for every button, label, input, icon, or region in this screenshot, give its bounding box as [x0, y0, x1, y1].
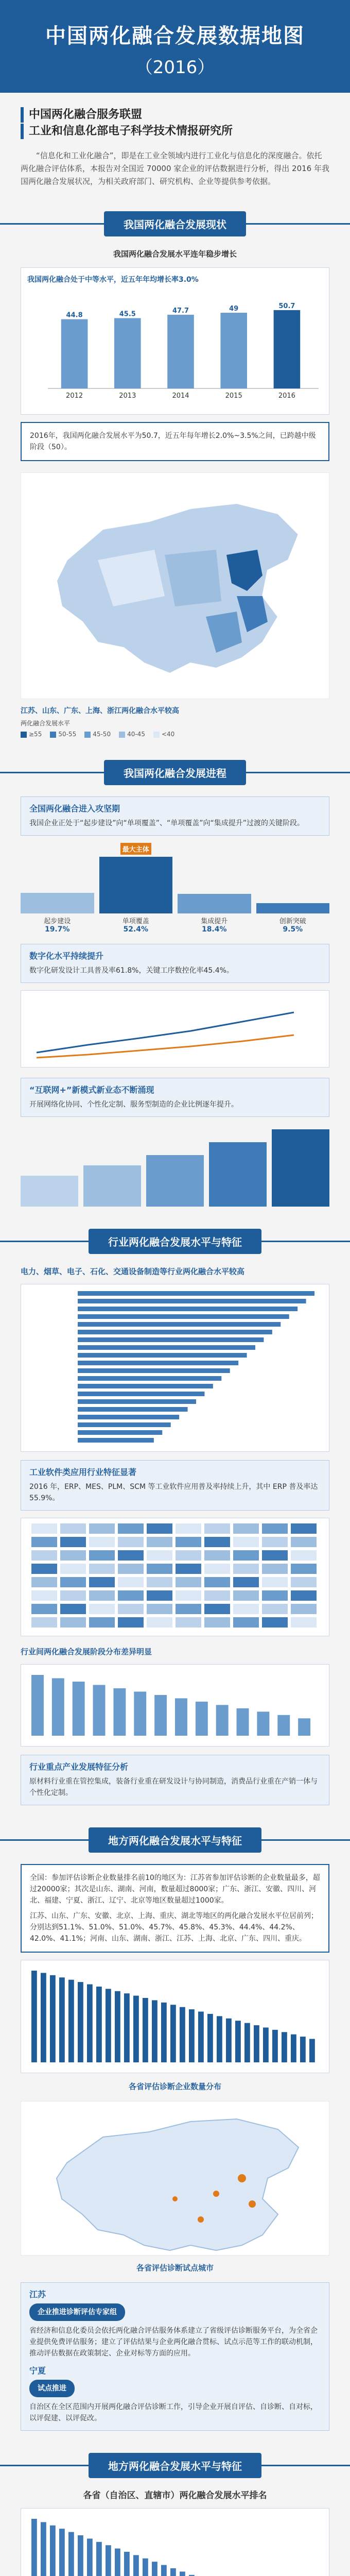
s3-p2-text: 2016 年，ERP、MES、PLM、SCM 等工业软件应用普及率持续上升，其中 ERP 普及率达 55.9%。 [29, 1483, 318, 1502]
grid-cell [60, 1564, 86, 1574]
grid-cell [233, 1577, 259, 1587]
decor-bar [298, 1718, 310, 1736]
legend-item: ≥55 [21, 731, 42, 738]
decor-bar [93, 1685, 106, 1736]
x-tick-label: 2015 [225, 392, 242, 400]
s3-stage-chart [21, 1664, 329, 1747]
page-header [0, 0, 350, 93]
s2-growth-bars [21, 1124, 329, 1207]
grid-cell [118, 1590, 144, 1601]
s4-province-chart [21, 1960, 329, 2073]
s5-rank-title: 各省（自治区、直辖市）两化融合发展水平排名 [83, 2490, 267, 2501]
s2-p2-title: 数字化水平持续提升 [29, 951, 104, 961]
grid-cell [89, 1550, 115, 1561]
s1-chart-card [21, 267, 329, 415]
stage-column: 最大主体 单项覆盖 52.4% [99, 843, 173, 934]
decor-bar [50, 1975, 56, 2062]
grid-cell [204, 1564, 230, 1574]
china-map-2 [21, 2101, 329, 2256]
grid-cell [233, 1564, 259, 1574]
s2-trend-svg [21, 991, 329, 1067]
s3-p4-text: 原材料行业重在管控集成，装备行业重在研发设计与协同制造，消费品行业重在产销一体与个性化定制。 [29, 1777, 318, 1797]
grid-cell [176, 1537, 201, 1547]
decor-bar [143, 1998, 148, 2062]
decor-bar [152, 2562, 157, 2576]
grid-cell [176, 1523, 201, 1534]
s3-stacked-bars [21, 1665, 329, 1746]
decor-bar [254, 2025, 259, 2062]
section-4-bar [0, 1826, 350, 1854]
grid-cell [89, 1564, 115, 1574]
grid-cell [291, 1564, 317, 1574]
grid-cell [60, 1577, 86, 1587]
decor-bar [189, 2009, 195, 2062]
decor-bar [244, 2023, 250, 2062]
decor-bar [78, 1307, 297, 1311]
page-year: （2016） [135, 57, 215, 78]
s4-province-bars [21, 1960, 329, 2073]
s4-intro-2: 江苏、山东、广东、安徽、北京、上海、重庆、湖北等地区的两化融合发展水平位居前列；分别达到51.1%、51.0%、51.0%、45.7%、45.8%、45.3%、44.4%、44.2%、42.0%、41.1%；河南、山东、湖南、浙江、江苏、上海、北京、广东、四川、重庆。 [30, 1912, 318, 1943]
decor-bar [198, 2012, 204, 2062]
grid-cell [60, 1550, 86, 1561]
grid-cell [31, 1577, 57, 1587]
s2-p2-text: 数字化研发设计工具普及率61.8%，关键工序数控化率45.4%。 [29, 967, 234, 975]
grid-cell [31, 1537, 57, 1547]
stage-column: 起步建设 19.7% [21, 893, 94, 934]
grid-cell [60, 1523, 86, 1534]
decor-bar [52, 1678, 64, 1736]
s4-bar-caption: 各省评估诊断企业数量分布 [128, 2082, 221, 2091]
s4-case-sub: 企业推进诊断评估专家组 [29, 2303, 125, 2321]
grid-cell [31, 1604, 57, 1614]
decor-bar [124, 1993, 130, 2062]
decor-bar [78, 1430, 162, 1435]
section-4-title: 地方两化融合发展水平与特征 [89, 1827, 261, 1853]
decor-bar [180, 2007, 185, 2062]
decor-bar [263, 2027, 269, 2062]
grid-cell [118, 1550, 144, 1561]
grid-cell [204, 1577, 230, 1587]
grid-cell [31, 1550, 57, 1561]
grid-cell [89, 1537, 115, 1547]
grid-cell [118, 1564, 144, 1574]
decor-bar [115, 1991, 120, 2062]
decor-bar [133, 1996, 139, 2062]
decor-bar [175, 1698, 187, 1736]
org-line-2: 工业和信息化部电子科学技术情报研究所 [21, 124, 329, 139]
decor-bar [78, 1361, 238, 1365]
grid-cell [60, 1604, 86, 1614]
decor-bar [113, 1688, 126, 1736]
s4-intro: 全国：参加评估诊断企业数量排名前10的地区为：江苏省参加评估诊断的企业数量最多，超过20000家；其次是山东、湖南、河南，数量超过8000家；广东、浙江、安徽、四川、河北、福建、宁夏、浙江、辽宁、北京等地区数量超过1000家。 [30, 1874, 320, 1905]
grid-cell [291, 1523, 317, 1534]
grid-cell [233, 1617, 259, 1628]
grid-cell [233, 1523, 259, 1534]
decor-bar [134, 1691, 146, 1736]
grid-cell [89, 1617, 115, 1628]
decor-bar [272, 2030, 278, 2062]
decor-bar [31, 1675, 44, 1736]
decor-bar [78, 1291, 314, 1296]
decor-bar [78, 1392, 204, 1396]
s1-map-legend [21, 731, 309, 738]
decor-bar [73, 1682, 85, 1736]
decor-bar [78, 1384, 213, 1388]
biggest-label: 最大主体 [120, 843, 151, 855]
s2-stage-bars [21, 843, 329, 934]
page-title: 中国两化融合发展数据地图 [45, 24, 305, 48]
decor-bar [196, 1702, 208, 1736]
decor-bar [31, 2519, 37, 2576]
grid-cell [89, 1590, 115, 1601]
grid-cell [176, 1577, 201, 1587]
grid-cell [204, 1617, 230, 1628]
decor-bar [78, 1314, 289, 1319]
s5-rank-chart [21, 2508, 329, 2576]
grid-cell [204, 1523, 230, 1534]
decor-bar [78, 1353, 247, 1358]
grid-cell [176, 1564, 201, 1574]
section-2-title: 我国两化融合发展进程 [104, 760, 246, 785]
s3-panel-2 [21, 1460, 329, 1511]
grid-cell [118, 1577, 144, 1587]
grid-cell [60, 1537, 86, 1547]
decor-bar [115, 2549, 120, 2576]
bar-value-label: 47.7 [172, 307, 189, 315]
grid-cell [118, 1537, 144, 1547]
s3-p4-title: 行业重点产业发展特征分析 [29, 1762, 129, 1772]
grid-cell [176, 1550, 201, 1561]
s3-panel-4 [21, 1755, 329, 1805]
decor-bar [170, 2568, 176, 2576]
decor-bar [237, 1708, 249, 1736]
s1-bar-chart [27, 287, 324, 406]
grid-cell [262, 1523, 288, 1534]
grid-cell [233, 1604, 259, 1614]
s2-p3-text: 开展网络化协同、个性化定制、服务型制造的企业比例逐年提升。 [29, 1100, 238, 1109]
s1-map-legend-title: 两化融合发展水平 [21, 720, 71, 727]
grid-cell [262, 1537, 288, 1547]
grid-cell [262, 1564, 288, 1574]
bar-value-label: 45.5 [119, 310, 136, 318]
legend-item: 50-55 [50, 731, 76, 738]
grid-cell [147, 1590, 172, 1601]
s2-p3-title: “互联网+”新模式新业态不断涌现 [29, 1085, 154, 1095]
grid-cell [31, 1590, 57, 1601]
grid-cell [262, 1577, 288, 1587]
bar [61, 319, 88, 388]
grid-cell [233, 1590, 259, 1601]
grid-cell [31, 1564, 57, 1574]
decor-bar [78, 1422, 171, 1427]
decor-bar [78, 1415, 179, 1419]
stage-column: 集成提升 18.4% [178, 894, 251, 934]
s2-panel-3 [21, 1078, 329, 1117]
s1-map-card [21, 472, 329, 738]
organization-block [0, 93, 350, 139]
decor-bar [78, 1345, 255, 1350]
grid-cell [262, 1550, 288, 1561]
decor-bar [161, 2003, 167, 2062]
s3-industry-chart [21, 1284, 329, 1452]
decor-bar [87, 2538, 93, 2576]
s1-headline: 我国两化融合发展水平连年稳步增长 [113, 249, 237, 259]
decor-bar [41, 1973, 46, 2062]
grid-cell [147, 1564, 172, 1574]
decor-bar [277, 1715, 290, 1736]
section-5-bar [0, 2451, 350, 2479]
s1-chart-note: 我国两化融合处于中等水平，近五年年均增长率3.0% [27, 276, 199, 284]
s4-intro-box [21, 1864, 329, 1953]
decor-bar [78, 1399, 196, 1404]
section-1-title: 我国两化融合发展现状 [104, 211, 246, 236]
s2-panel-1 [21, 796, 329, 836]
decor-bar [170, 2005, 176, 2062]
decor-bar [78, 2535, 83, 2576]
s4-case2-title: 宁夏 [29, 2366, 46, 2376]
decor-bar [226, 2019, 232, 2062]
grid-cell [291, 1550, 317, 1561]
x-tick-label: 2012 [66, 392, 83, 400]
bar-value-label: 50.7 [278, 302, 295, 310]
s4-case2-sub: 试点推进 [29, 2380, 75, 2397]
grid-cell [147, 1617, 172, 1628]
decor-bar [291, 2035, 296, 2062]
s1-map-caption: 江苏、山东、广东、上海、浙江两化融合水平较高 [21, 707, 179, 715]
stage-column: 创新突破 9.5% [256, 903, 330, 934]
s4-case-panel [21, 2282, 329, 2431]
s3-p1-title: 电力、烟草、电子、石化、交通设备制造等行业两化融合水平较高 [21, 1267, 245, 1276]
grid-cell [89, 1523, 115, 1534]
s3-p3-title: 行业间两化融合发展阶段分布差异明显 [21, 1647, 152, 1656]
grid-cell [147, 1550, 172, 1561]
grid-cell [204, 1604, 230, 1614]
decor-bar [78, 1337, 264, 1342]
decor-bar [59, 2529, 65, 2576]
decor-bar [78, 1299, 306, 1303]
grid-cell [147, 1523, 172, 1534]
decor-bar [78, 1982, 83, 2062]
grid-cell [89, 1604, 115, 1614]
decor-bar [300, 2037, 306, 2062]
s4-map-caption: 各省评估诊断试点城市 [136, 2263, 214, 2273]
section-3-bar [0, 1227, 350, 1255]
grid-cell [118, 1604, 144, 1614]
grid-cell [204, 1537, 230, 1547]
decor-bar [180, 2571, 185, 2576]
decor-bar [78, 1322, 281, 1327]
decor-bar [78, 1407, 188, 1412]
grid-cell [262, 1617, 288, 1628]
x-tick-label: 2016 [278, 392, 295, 400]
s3-industry-bars [26, 1290, 325, 1444]
s3-software-svg [21, 1518, 329, 1636]
decor-bar [143, 2558, 148, 2576]
grid-cell [291, 1604, 317, 1614]
grid-cell [204, 1550, 230, 1561]
s4-case-title: 江苏 [29, 2290, 46, 2299]
grid-cell [147, 1604, 172, 1614]
grid-cell [291, 1617, 317, 1628]
decor-bar [309, 2039, 315, 2062]
bar-value-label: 44.8 [66, 311, 83, 319]
s3-p2-title: 工业软件类应用行业特征显著 [29, 1467, 137, 1477]
grid-cell [262, 1604, 288, 1614]
decor-bar [96, 2542, 102, 2576]
grid-cell [31, 1617, 57, 1628]
decor-bar [31, 1971, 37, 2062]
legend-item: <40 [153, 731, 174, 738]
decor-bar [50, 2526, 56, 2576]
decor-bar [78, 1438, 154, 1443]
section-1-bar [0, 210, 350, 238]
grid-cell [262, 1590, 288, 1601]
decor-bar [68, 1980, 74, 2062]
s2-panel-2 [21, 944, 329, 983]
grid-cell [233, 1550, 259, 1561]
grid-cell [118, 1523, 144, 1534]
grid-cell [291, 1537, 317, 1547]
grid-cell [291, 1590, 317, 1601]
section-3-title: 行业两化融合发展水平与特征 [89, 1229, 261, 1254]
x-tick-label: 2014 [172, 392, 189, 400]
s1-summary-box [21, 422, 329, 461]
s4-map-card [21, 2101, 329, 2274]
decor-bar [78, 1376, 221, 1381]
grid-cell [147, 1577, 172, 1587]
bar [114, 318, 141, 389]
decor-bar [152, 2000, 157, 2062]
bar-value-label: 49 [229, 305, 239, 313]
decor-bar [87, 1985, 93, 2062]
bar [167, 315, 194, 388]
decor-bar [96, 1987, 102, 2062]
grid-cell [147, 1537, 172, 1547]
decor-bar [161, 2565, 167, 2576]
decor-bar [257, 1711, 269, 1736]
intro-paragraph: “信息化和工业化融合”，即是在工业全领域内进行工业化与信息化的深度融合。依托两化融合评估体系，本报告对全国近 70000 家企业的评估数据进行分析，得出 2016 年我国两化融合发展状况，为相关政府部门、研究机构、企业等提供参考依据。 [21, 151, 329, 186]
grid-cell [118, 1617, 144, 1628]
grid-cell [291, 1577, 317, 1587]
org-line-1: 中国两化融合服务联盟 [21, 107, 329, 123]
decor-bar [106, 1989, 111, 2062]
legend-item: 45-50 [84, 731, 111, 738]
grid-cell [31, 1523, 57, 1534]
s3-software-grid [21, 1518, 329, 1636]
s1-summary: 2016年，我国两化融合发展水平为50.7，近五年每年增长2.0%~3.5%之间，已跨越中级阶段（50）。 [30, 432, 316, 451]
s2-p1-title: 全国两化融合进入攻坚期 [29, 804, 120, 814]
decor-bar [106, 2545, 111, 2576]
bar [220, 313, 247, 388]
grid-cell [60, 1617, 86, 1628]
china-map-1 [21, 472, 329, 699]
decor-bar [133, 2555, 139, 2576]
decor-bar [207, 2014, 213, 2062]
decor-bar [154, 1695, 167, 1736]
s2-p1-text: 我国企业正处于“起步建设”向“单项覆盖”、“单项覆盖”向“集成提升”过渡的关键阶段。 [29, 819, 305, 827]
decor-bar [282, 2032, 287, 2062]
decor-bar [78, 1330, 272, 1334]
decor-bar [68, 2532, 74, 2576]
grid-cell [60, 1590, 86, 1601]
grid-cell [233, 1537, 259, 1547]
s5-rank-bars [21, 2509, 329, 2576]
section-5-title: 地方两化融合发展水平与特征 [89, 2453, 261, 2478]
grid-cell [89, 1577, 115, 1587]
section-2-bar [0, 758, 350, 786]
decor-bar [78, 1368, 230, 1373]
grid-cell [176, 1617, 201, 1628]
x-tick-label: 2013 [119, 392, 136, 400]
decor-bar [59, 1977, 65, 2062]
bar [274, 310, 301, 388]
decor-bar [124, 2552, 130, 2576]
s4-case2-text: 自治区在全区范围内开展两化融合评估诊断工作，引导企业开展自评估、自诊断、自对标，以评促建、以评促改。 [29, 2403, 318, 2422]
grid-cell [204, 1590, 230, 1601]
s2-trend-chart [21, 990, 329, 1067]
grid-cell [176, 1590, 201, 1601]
legend-item: 40-45 [119, 731, 145, 738]
decor-bar [217, 2016, 222, 2062]
decor-bar [41, 2522, 46, 2576]
grid-cell [176, 1604, 201, 1614]
s4-case-text: 省经济和信息化委员会依托两化融合评估服务体系建立了省级评估诊断服务平台，为全省企业提供免费评估服务；建立了评估结果与企业两化融合贯标、试点示范等工作的联动机制，推动评估数据在政策制定、企业对标等方面的应用。 [29, 2327, 318, 2358]
decor-bar [235, 2021, 241, 2062]
decor-bar [216, 1705, 229, 1736]
